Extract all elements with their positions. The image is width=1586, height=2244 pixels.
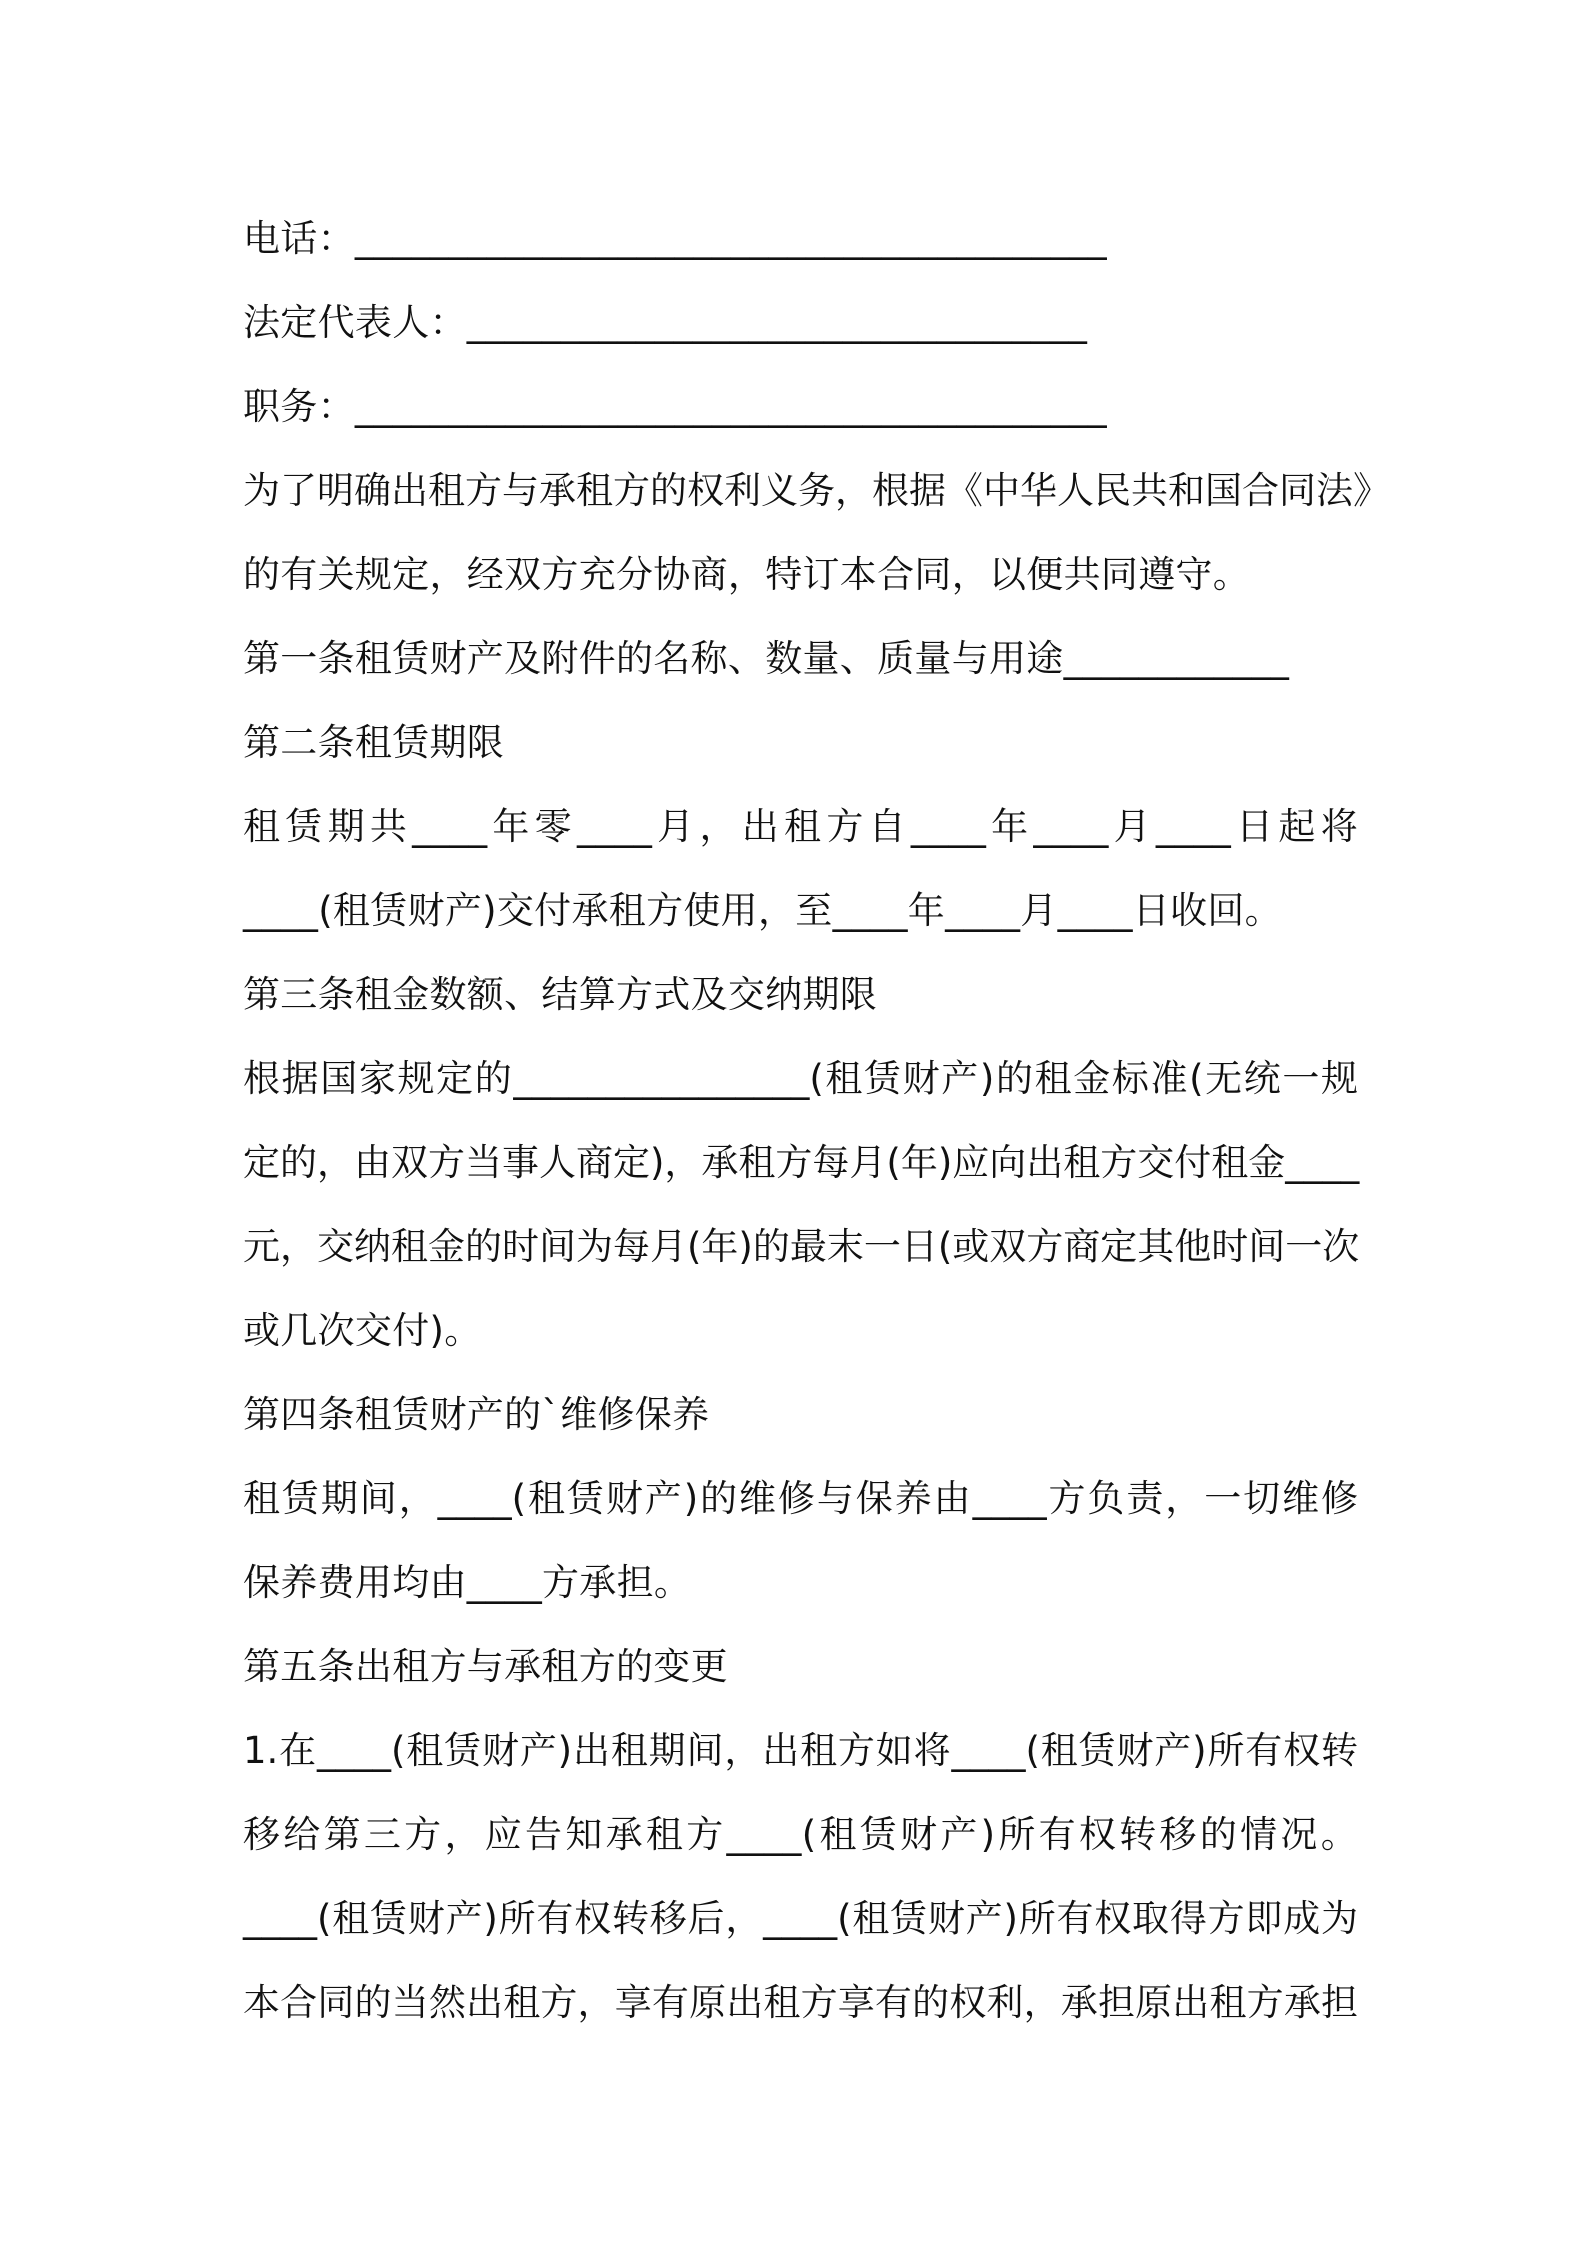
article-3-heading: 第三条租金数额、结算方式及交纳期限 xyxy=(243,973,878,1016)
preamble-line-2: 的有关规定，经双方充分协商，特订本合同，以便共同遵守。 xyxy=(243,553,1251,596)
legal-representative-line: 法定代表人：_________________________________ xyxy=(243,301,1088,344)
article-2-line-1: 租赁期共____年零____月，出租方自____年____月____日起将 xyxy=(243,805,1358,848)
document-body xyxy=(243,197,1390,2045)
preamble-line-1: 为了明确出租方与承租方的权利义务，根据《中华人民共和国合同法》 xyxy=(243,469,1390,512)
article-5-line-2: 移给第三方，应告知承租方____(租赁财产)所有权转移的情况。 xyxy=(243,1813,1358,1856)
article-1-heading: 第一条租赁财产及附件的名称、数量、质量与用途____________ xyxy=(243,637,1290,680)
position-line: 职务：________________________________________ xyxy=(243,385,1107,428)
article-2-heading: 第二条租赁期限 xyxy=(243,721,505,764)
article-4-heading: 第四条租赁财产的`维修保养 xyxy=(243,1393,710,1436)
article-3-line-3: 元，交纳租金的时间为每月(年)的最末一日(或双方商定其他时间一次 xyxy=(243,1225,1360,1268)
article-5-line-1: 1.在____(租赁财产)出租期间，出租方如将____(租赁财产)所有权转 xyxy=(243,1729,1358,1772)
article-5-line-3: ____(租赁财产)所有权转移后，____(租赁财产)所有权取得方即成为 xyxy=(243,1897,1358,1940)
article-4-line-2: 保养费用均由____方承担。 xyxy=(243,1561,692,1604)
article-5-heading: 第五条出租方与承租方的变更 xyxy=(243,1645,728,1688)
article-3-line-4: 或几次交付)。 xyxy=(243,1309,482,1352)
article-2-line-2: ____(租赁财产)交付承租方使用，至____年____月____日收回。 xyxy=(243,889,1282,932)
article-4-line-1: 租赁期间，____(租赁财产)的维修与保养由____方负责，一切维修 xyxy=(243,1477,1358,1520)
article-5-line-4: 本合同的当然出租方，享有原出租方享有的权利，承担原出租方承担 xyxy=(243,1981,1358,2024)
phone-line: 电话：________________________________________ xyxy=(243,217,1107,260)
article-3-line-2: 定的，由双方当事人商定)，承租方每月(年)应向出租方交付租金____ xyxy=(243,1141,1360,1184)
article-3-line-1: 根据国家规定的________________(租赁财产)的租金标准(无统一规 xyxy=(243,1057,1358,1100)
